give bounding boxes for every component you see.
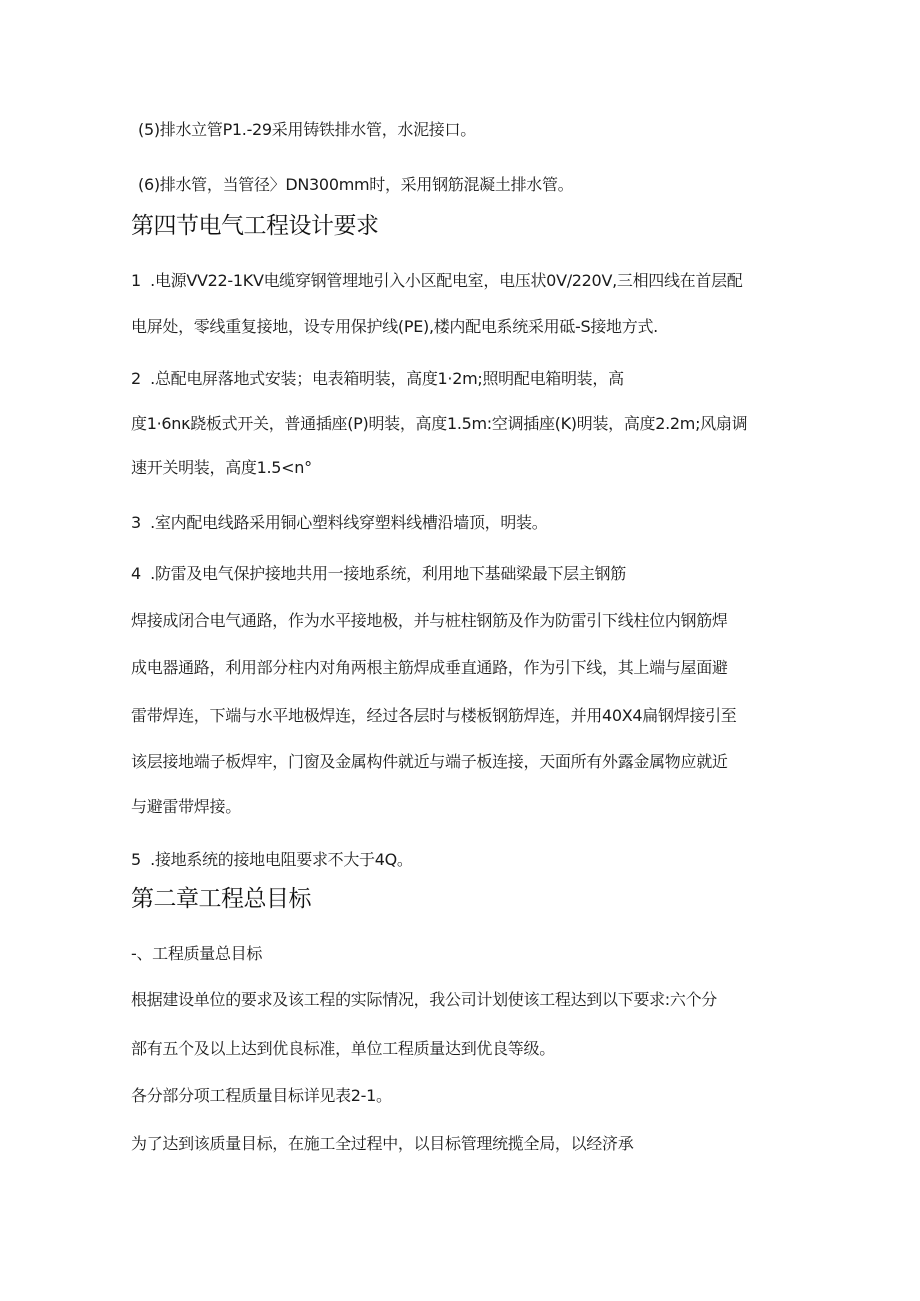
list-item-line: 4 .防雷及电气保护接地共用一接地系统，利用地下基础梁最下层主钢筋 [131,564,626,583]
section-heading: 第四节电气工程设计要求 [131,213,379,239]
list-item-line: 3 .室内配电线路采用铜心塑料线穿塑料线槽沿墙顶，明装。 [131,513,548,532]
paragraph-line: 该层接地端子板焊牢，门窗及金属构件就近与端子板连接，天面所有外露金属物应就近 [131,752,728,771]
paragraph-line: 速开关明装，高度1.5<n° [131,458,312,477]
paragraph-line: 为了达到该质量目标，在施工全过程中，以目标管理统揽全局，以经济承 [131,1134,634,1153]
paragraph-line: 部有五个及以上达到优良标准，单位工程质量达到优良等级。 [131,1039,555,1058]
paragraph-line: 根据建设单位的要求及该工程的实际情况，我公司计划使该工程达到以下要求:六个分 [131,990,717,1009]
paragraph-line: (5)排水立管P1.-29采用铸铁排水管，水泥接口。 [138,120,476,139]
list-item-line: 5 .接地系统的接地电阻要求不大于4Q。 [131,850,413,869]
list-item-line: 1 .电源VV22-1KV电缆穿钢管埋地引入小区配电室，电压状0V/220V,三相四线在首层配 [131,271,743,290]
list-item-line: 2 .总配电屏落地式安装；电表箱明装，高度1·2m;照明配电箱明装，高 [131,369,624,388]
paragraph-line: 度1·6nκ跷板式开关，普通插座(P)明装，高度1.5m:空调插座(K)明装，高度2.2m;风扇调 [131,414,748,433]
chapter-heading: 第二章工程总目标 [131,886,311,912]
paragraph-line: (6)排水管，当管径〉DN300mm时，采用钢筋混凝土排水管。 [138,175,574,194]
paragraph-line: 电屏处，零线重复接地，设专用保护线(PE),楼内配电系统采用砥-S接地方式. [131,317,658,336]
paragraph-line: 雷带焊连，下端与水平地极焊连，经过各层时与楼板钢筋焊连，并用40X4扁钢焊接引至 [131,706,737,725]
paragraph-line: 成电器通路，利用部分柱内对角两根主筋焊成垂直通路，作为引下线，其上端与屋面避 [131,658,728,677]
subsection-heading: -、工程质量总目标 [131,944,263,963]
paragraph-line: 与避雷带焊接。 [131,797,241,816]
paragraph-line: 焊接成闭合电气通路，作为水平接地极，并与桩柱钢筋及作为防雷引下线柱位内钢筋焊 [131,611,728,630]
paragraph-line: 各分部分项工程质量目标详见表2-1。 [131,1086,392,1105]
